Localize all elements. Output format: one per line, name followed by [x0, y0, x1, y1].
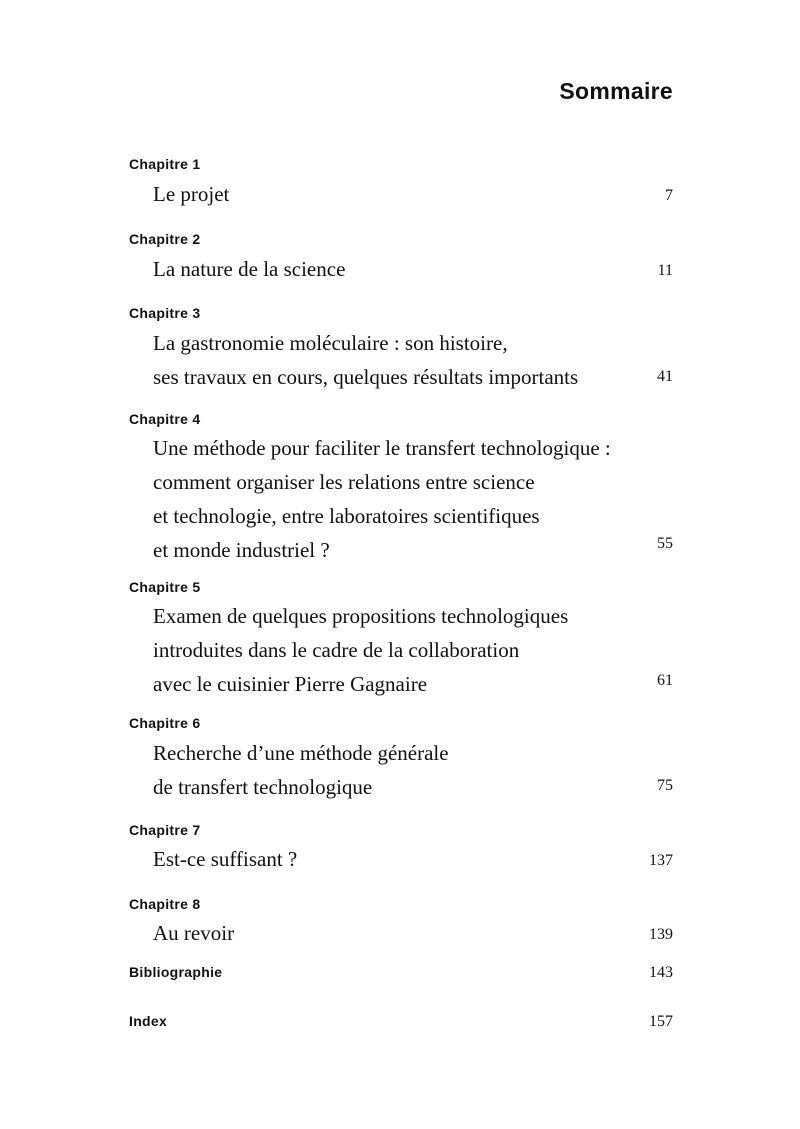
- page-number: 55: [657, 535, 673, 552]
- chapter-label: Chapitre 1: [129, 156, 201, 172]
- chapter-title[interactable]: Le projet: [153, 182, 230, 206]
- page-number: 7: [665, 187, 673, 204]
- chapter-label: Chapitre 5: [129, 579, 201, 595]
- page-number: 75: [657, 777, 673, 794]
- chapter-label: Chapitre 3: [129, 305, 201, 321]
- page-number: 139: [649, 926, 673, 943]
- page-number: 41: [657, 368, 673, 385]
- page-number: 143: [649, 964, 673, 981]
- chapter-title[interactable]: La gastronomie moléculaire : son histoire, ses travaux en cours, quelques résultats importants: [153, 331, 579, 389]
- chapter-label: Chapitre 2: [129, 231, 201, 247]
- page-number: 157: [649, 1013, 673, 1030]
- chapter-title[interactable]: Recherche d’une méthode générale de transfert technologique: [153, 741, 449, 799]
- chapter-title[interactable]: Examen de quelques propositions technologiques introduites dans le cadre de la collaboration avec le cuisinier Pierre Gagnaire: [153, 604, 569, 696]
- chapter-title[interactable]: Est-ce suffisant ?: [153, 847, 298, 871]
- chapter-label: Chapitre 8: [129, 896, 201, 912]
- page-number: 137: [649, 852, 673, 869]
- bibliography-label[interactable]: Bibliographie: [129, 964, 223, 980]
- chapter-title[interactable]: Une méthode pour faciliter le transfert technologique : comment organiser les relations entre science et technologie, entre laboratoires scientifiques et monde industriel ?: [153, 436, 611, 562]
- page-number: 61: [657, 672, 673, 689]
- page-number: 11: [657, 262, 673, 279]
- page-title: Sommaire: [559, 78, 673, 104]
- chapter-label: Chapitre 4: [129, 411, 201, 427]
- index-label[interactable]: Index: [129, 1013, 168, 1029]
- chapter-title[interactable]: Au revoir: [153, 921, 235, 945]
- chapter-title[interactable]: La nature de la science: [153, 257, 346, 281]
- chapter-label: Chapitre 6: [129, 715, 201, 731]
- chapter-label: Chapitre 7: [129, 822, 201, 838]
